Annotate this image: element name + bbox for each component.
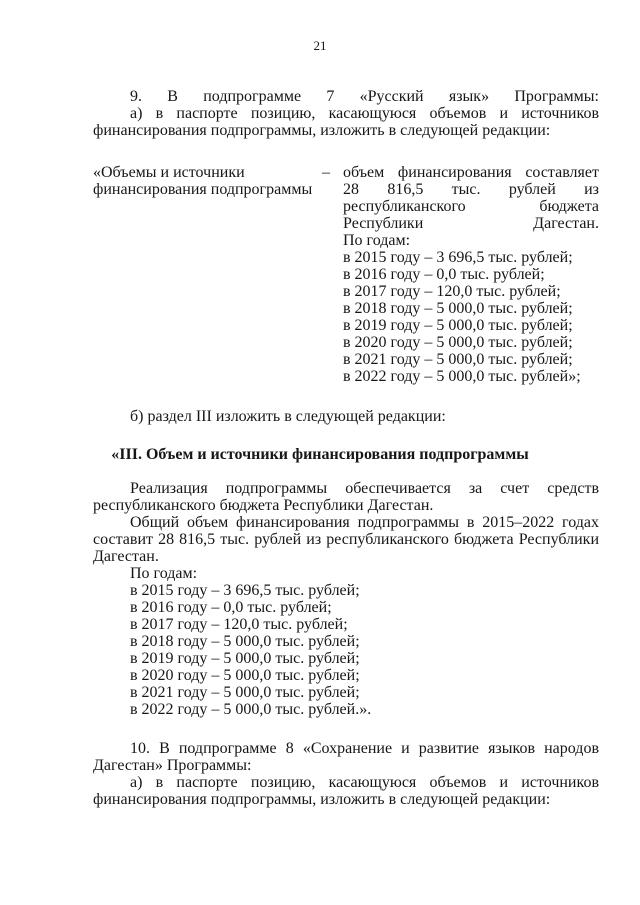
passport-year-2017: в 2017 году – 120,0 тыс. рублей; <box>343 283 561 300</box>
passport-year-2015: в 2015 году – 3 696,5 тыс. рублей; <box>343 249 573 266</box>
passport-years-list <box>343 232 581 385</box>
sub-b: б) раздел III изложить в следующей редакции: <box>130 408 446 425</box>
item9-title: 9. В подпрограмме 7 «Русский язык» Программы: <box>130 88 599 105</box>
passport-left-label: «Объемы и источники финансирования подпрограммы <box>93 164 313 198</box>
passport-year-2021: в 2021 году – 5 000,0 тыс. рублей; <box>343 351 573 368</box>
passport-by-years: По годам: <box>343 232 411 249</box>
section-year-2019: в 2019 году – 5 000,0 тыс. рублей; <box>130 650 360 667</box>
section-years-list <box>130 565 371 718</box>
section-by-years: По годам: <box>130 565 198 582</box>
section-year-2018: в 2018 году – 5 000,0 тыс. рублей; <box>130 633 360 650</box>
section-year-2016: в 2016 году – 0,0 тыс. рублей; <box>130 599 332 616</box>
section-year-2017: в 2017 году – 120,0 тыс. рублей; <box>130 616 348 633</box>
section-year-2020: в 2020 году – 5 000,0 тыс. рублей; <box>130 667 360 684</box>
passport-year-2020: в 2020 году – 5 000,0 тыс. рублей; <box>343 334 573 351</box>
section-year-2015: в 2015 году – 3 696,5 тыс. рублей; <box>130 582 360 599</box>
passport-year-2019: в 2019 году – 5 000,0 тыс. рублей; <box>343 317 573 334</box>
section-p2: Общий объем финансирования подпрограммы в 2015–2022 годах составит 28 816,5 тыс. рублей из республиканского бюджета Республики Дагестан. <box>93 514 599 565</box>
passport-year-2016: в 2016 году – 0,0 тыс. рублей; <box>343 266 545 283</box>
section-year-2022: в 2022 году – 5 000,0 тыс. рублей.». <box>130 701 372 718</box>
section-year-2021: в 2021 году – 5 000,0 тыс. рублей; <box>130 684 360 701</box>
passport-dash: – <box>322 164 330 181</box>
passport-right-intro <box>343 164 599 232</box>
item10-title: 10. В подпрограмме 8 «Сохранение и развитие языков народов Дагестан» Программы: <box>93 740 599 774</box>
passport-year-2022: в 2022 году – 5 000,0 тыс. рублей»; <box>343 368 581 385</box>
section-heading: «III. Объем и источники финансирования подпрограммы <box>111 446 529 463</box>
item9-sub-a: а) в паспорте позицию, касающуюся объемов и источников финансирования подпрограммы, изложить в следующей редакции: <box>93 105 599 139</box>
passport-intro-text: объем финансирования составляет 28 816,5 тыс. рублей из республиканского бюджета Республики Дагестан. <box>343 164 599 232</box>
passport-year-2018: в 2018 году – 5 000,0 тыс. рублей; <box>343 300 573 317</box>
section-p1: Реализация подпрограммы обеспечивается за счет средств республиканского бюджета Республики Дагестан. <box>93 480 599 514</box>
item10-sub-a: а) в паспорте позицию, касающуюся объемов и источников финансирования подпрограммы, изложить в следующей редакции: <box>93 774 599 808</box>
page-number: 21 <box>313 38 327 53</box>
